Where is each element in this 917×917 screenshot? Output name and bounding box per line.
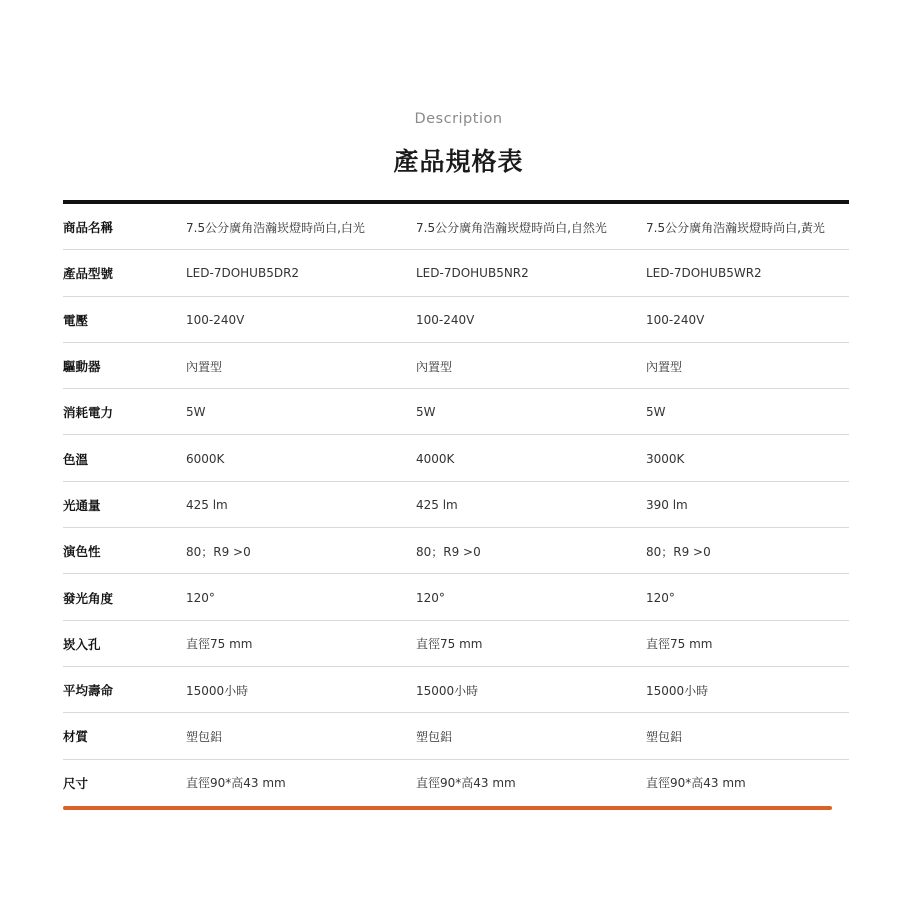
spec-value-white: 5W xyxy=(186,405,206,420)
spec-value-white: 直徑90*高43 mm xyxy=(186,776,286,791)
spec-label: 電壓 xyxy=(63,312,89,328)
spec-label: 發光角度 xyxy=(63,590,114,606)
spec-value-white: 425 lm xyxy=(186,497,228,512)
spec-value-natural: 15000小時 xyxy=(416,683,479,698)
spec-value-white: 80；R9 >0 xyxy=(186,544,251,559)
spec-label: 驅動器 xyxy=(63,359,101,375)
spec-value-warm: 80；R9 >0 xyxy=(646,544,711,559)
spec-label: 色溫 xyxy=(63,451,89,467)
spec-label: 材質 xyxy=(63,729,89,745)
spec-value-warm: 7.5公分廣角浩瀚崁燈時尚白,黃光 xyxy=(646,220,825,235)
table-row xyxy=(63,204,849,250)
spec-value-natural: 直徑75 mm xyxy=(416,637,483,652)
spec-label: 演色性 xyxy=(63,544,101,560)
spec-value-natural: 內置型 xyxy=(416,359,453,374)
table-row xyxy=(63,621,849,667)
spec-value-natural: 5W xyxy=(416,405,436,420)
spec-value-natural: 80；R9 >0 xyxy=(416,544,481,559)
spec-label: 光通量 xyxy=(63,497,101,513)
spec-value-natural: 塑包鋁 xyxy=(416,729,453,744)
spec-label: 崁入孔 xyxy=(63,636,101,652)
table-row xyxy=(63,760,849,806)
spec-value-warm: 塑包鋁 xyxy=(646,729,683,744)
spec-value-warm: LED-7DOHUB5WR2 xyxy=(646,266,762,281)
spec-value-white: LED-7DOHUB5DR2 xyxy=(186,266,300,281)
spec-value-natural: 100-240V xyxy=(416,312,475,327)
table-row xyxy=(63,343,849,389)
spec-label: 平均壽命 xyxy=(63,683,114,699)
spec-value-natural: 直徑90*高43 mm xyxy=(416,776,516,791)
table-row xyxy=(63,297,849,343)
table-row xyxy=(63,250,849,296)
spec-value-warm: 5W xyxy=(646,405,666,420)
spec-label: 產品型號 xyxy=(63,266,114,282)
table-row xyxy=(63,713,849,759)
section-subtitle: Description xyxy=(414,111,503,127)
spec-value-white: 120° xyxy=(186,590,215,605)
spec-value-natural: 120° xyxy=(416,590,445,605)
spec-label: 尺寸 xyxy=(63,775,89,791)
spec-value-warm: 15000小時 xyxy=(646,683,709,698)
page-title: 產品規格表 xyxy=(393,147,524,176)
spec-label: 商品名稱 xyxy=(63,220,114,236)
spec-table xyxy=(63,204,849,806)
spec-value-natural: 4000K xyxy=(416,451,455,466)
spec-value-warm: 100-240V xyxy=(646,312,705,327)
spec-value-natural: 7.5公分廣角浩瀚崁燈時尚白,自然光 xyxy=(416,220,607,235)
spec-value-warm: 3000K xyxy=(646,451,685,466)
table-row xyxy=(63,667,849,713)
spec-value-white: 100-240V xyxy=(186,312,245,327)
spec-value-warm: 390 lm xyxy=(646,497,688,512)
spec-value-warm: 直徑75 mm xyxy=(646,637,713,652)
table-row xyxy=(63,528,849,574)
spec-value-white: 直徑75 mm xyxy=(186,637,253,652)
spec-label: 消耗電力 xyxy=(63,405,114,421)
spec-value-natural: LED-7DOHUB5NR2 xyxy=(416,266,529,281)
table-row xyxy=(63,482,849,528)
spec-value-natural: 425 lm xyxy=(416,497,458,512)
spec-value-white: 內置型 xyxy=(186,359,223,374)
spec-value-warm: 內置型 xyxy=(646,359,683,374)
table-bottom-accent-rule xyxy=(63,806,832,810)
table-row xyxy=(63,389,849,435)
spec-value-warm: 直徑90*高43 mm xyxy=(646,776,746,791)
table-row xyxy=(63,435,849,481)
spec-value-warm: 120° xyxy=(646,590,675,605)
table-row xyxy=(63,574,849,620)
spec-value-white: 塑包鋁 xyxy=(186,729,223,744)
spec-value-white: 6000K xyxy=(186,451,225,466)
spec-value-white: 15000小時 xyxy=(186,683,249,698)
spec-value-white: 7.5公分廣角浩瀚崁燈時尚白,白光 xyxy=(186,220,365,235)
